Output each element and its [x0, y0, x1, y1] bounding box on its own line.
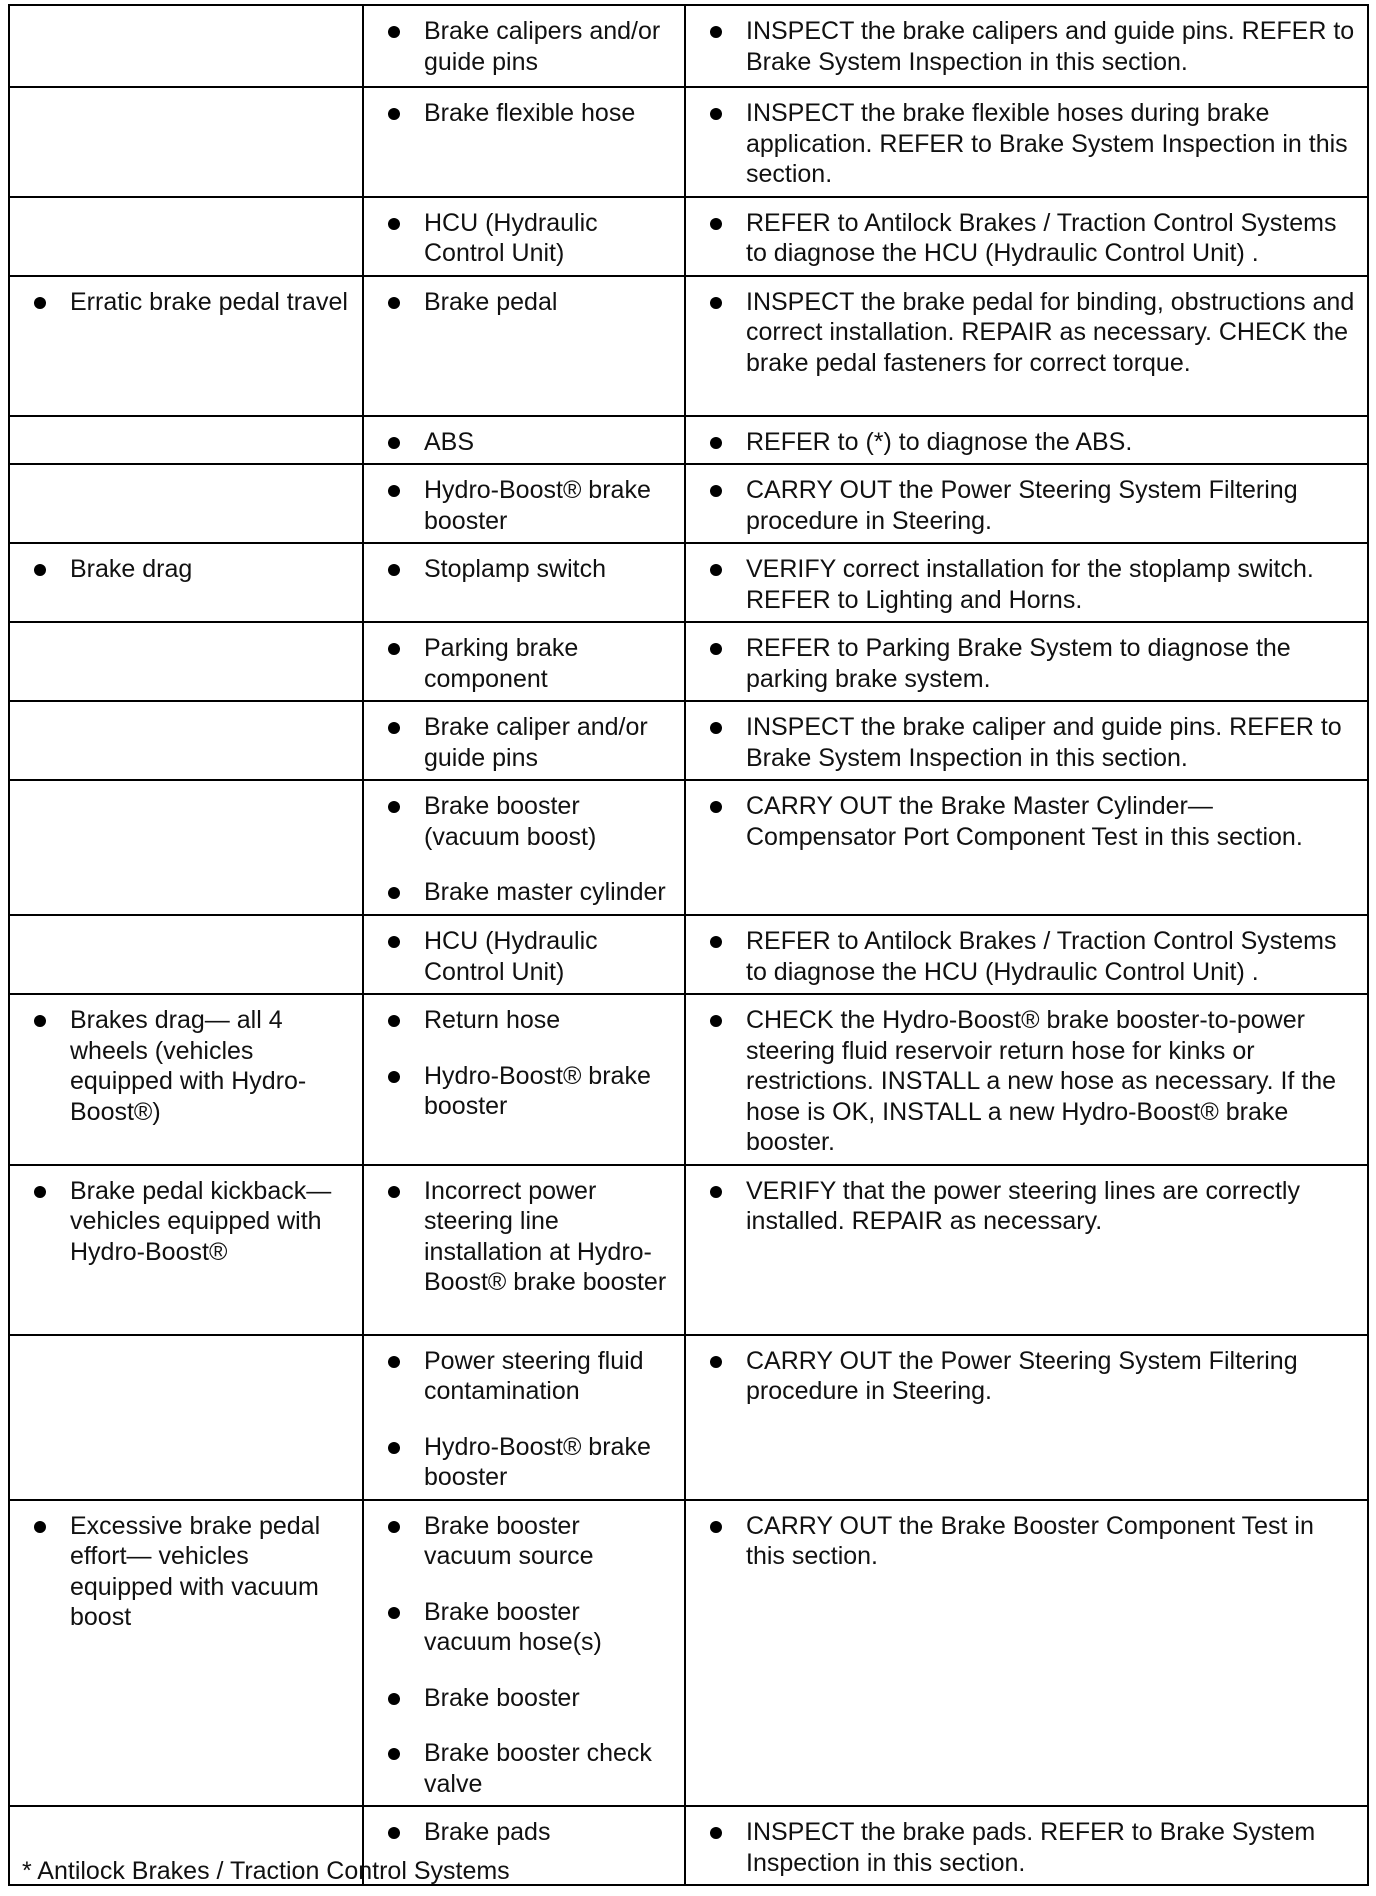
sources-list: [376, 1511, 674, 1800]
action-item: REFER to (*) to diagnose the ABS.: [698, 427, 1357, 458]
table-row: [9, 994, 1368, 1165]
table-row: [9, 276, 1368, 416]
action-cell: [685, 464, 1368, 543]
sources-list: [376, 98, 674, 129]
action-item: INSPECT the brake pedal for binding, obstructions and correct installation. REPAIR as necessary. CHECK the brake pedal fasteners for correct torque.: [698, 287, 1357, 379]
source-item: Brake booster (vacuum boost): [376, 791, 674, 852]
condition-item: Excessive brake pedal effort— vehicles equipped with vacuum boost: [22, 1511, 352, 1633]
action-cell: [685, 994, 1368, 1165]
actions-list: [698, 475, 1357, 536]
action-item: INSPECT the brake calipers and guide pins. REFER to Brake System Inspection in this section.: [698, 16, 1357, 77]
condition-cell: [9, 197, 363, 276]
source-item: Incorrect power steering line installation at Hydro-Boost® brake booster: [376, 1176, 674, 1298]
action-cell: [685, 1806, 1368, 1885]
actions-list: [698, 1176, 1357, 1237]
condition-cell: [9, 464, 363, 543]
actions-list: [698, 554, 1357, 615]
actions-list: [698, 1511, 1357, 1572]
source-item: Brake pedal: [376, 287, 674, 318]
condition-item: Brakes drag— all 4 wheels (vehicles equipped with Hydro-Boost®): [22, 1005, 352, 1127]
action-cell: [685, 1500, 1368, 1807]
source-item: Parking brake component: [376, 633, 674, 694]
sources-list: [376, 287, 674, 318]
action-item: VERIFY correct installation for the stoplamp switch. REFER to Lighting and Horns.: [698, 554, 1357, 615]
source-item: Hydro-Boost® brake booster: [376, 1432, 674, 1493]
condition-list: [22, 1511, 352, 1633]
source-cell: [363, 1500, 685, 1807]
source-item: HCU (Hydraulic Control Unit): [376, 926, 674, 987]
action-item: CARRY OUT the Brake Booster Component Test in this section.: [698, 1511, 1357, 1572]
action-cell: [685, 276, 1368, 416]
sources-list: [376, 791, 674, 908]
source-item: Brake booster vacuum hose(s): [376, 1597, 674, 1658]
sources-list: [376, 475, 674, 536]
action-cell: [685, 915, 1368, 994]
source-cell: [363, 416, 685, 465]
actions-list: [698, 98, 1357, 190]
footnote: * Antilock Brakes / Traction Control Systems: [22, 1857, 510, 1885]
actions-list: [698, 287, 1357, 379]
sources-list: [376, 208, 674, 269]
source-cell: [363, 5, 685, 87]
source-cell: [363, 197, 685, 276]
actions-list: [698, 1346, 1357, 1407]
action-cell: [685, 780, 1368, 915]
condition-cell: [9, 543, 363, 622]
source-item: Power steering fluid contamination: [376, 1346, 674, 1407]
action-item: INSPECT the brake flexible hoses during brake application. REFER to Brake System Inspection in this section.: [698, 98, 1357, 190]
table-row: [9, 5, 1368, 87]
action-item: CHECK the Hydro-Boost® brake booster-to-power steering fluid reservoir return hose for kinks or restrictions. INSTALL a new hose as necessary. If the hose is OK, INSTALL a new Hydro-Boost® brake booster.: [698, 1005, 1357, 1158]
condition-cell: [9, 994, 363, 1165]
sources-list: [376, 926, 674, 987]
condition-item: Brake drag: [22, 554, 352, 585]
source-cell: [363, 701, 685, 780]
condition-list: [22, 287, 352, 318]
condition-item: Erratic brake pedal travel: [22, 287, 352, 318]
source-item: Brake booster: [376, 1683, 674, 1714]
actions-list: [698, 1005, 1357, 1158]
source-cell: [363, 1335, 685, 1500]
actions-list: [698, 427, 1357, 458]
source-item: ABS: [376, 427, 674, 458]
table-row: [9, 622, 1368, 701]
source-cell: [363, 276, 685, 416]
source-item: HCU (Hydraulic Control Unit): [376, 208, 674, 269]
actions-list: [698, 791, 1357, 852]
action-cell: [685, 197, 1368, 276]
action-cell: [685, 543, 1368, 622]
source-item: Return hose: [376, 1005, 674, 1036]
diagnosis-table: [8, 4, 1369, 1886]
condition-cell: [9, 416, 363, 465]
sources-list: [376, 554, 674, 585]
table-row: [9, 197, 1368, 276]
source-cell: [363, 87, 685, 197]
action-item: CARRY OUT the Power Steering System Filtering procedure in Steering.: [698, 475, 1357, 536]
condition-cell: [9, 276, 363, 416]
source-item: Brake pads: [376, 1817, 674, 1848]
condition-cell: [9, 915, 363, 994]
condition-cell: [9, 5, 363, 87]
action-cell: [685, 5, 1368, 87]
source-item: Brake booster vacuum source: [376, 1511, 674, 1572]
action-cell: [685, 416, 1368, 465]
condition-list: [22, 1176, 352, 1268]
condition-cell: [9, 87, 363, 197]
source-cell: [363, 780, 685, 915]
source-item: Brake caliper and/or guide pins: [376, 712, 674, 773]
condition-cell: [9, 780, 363, 915]
source-item: Hydro-Boost® brake booster: [376, 475, 674, 536]
condition-list: [22, 554, 352, 585]
action-cell: [685, 1335, 1368, 1500]
action-item: INSPECT the brake pads. REFER to Brake System Inspection in this section.: [698, 1817, 1357, 1878]
action-cell: [685, 1165, 1368, 1335]
sources-list: [376, 427, 674, 458]
action-cell: [685, 622, 1368, 701]
table-row: [9, 87, 1368, 197]
sources-list: [376, 1005, 674, 1122]
sources-list: [376, 1346, 674, 1493]
source-cell: [363, 994, 685, 1165]
sources-list: [376, 1176, 674, 1298]
action-item: REFER to Antilock Brakes / Traction Control Systems to diagnose the HCU (Hydraulic Control Unit) .: [698, 926, 1357, 987]
actions-list: [698, 1817, 1357, 1878]
condition-item: Brake pedal kickback—vehicles equipped with Hydro-Boost®: [22, 1176, 352, 1268]
condition-list: [22, 1005, 352, 1127]
source-cell: [363, 622, 685, 701]
action-item: CARRY OUT the Brake Master Cylinder—Compensator Port Component Test in this section.: [698, 791, 1357, 852]
table-row: [9, 1335, 1368, 1500]
action-item: REFER to Antilock Brakes / Traction Control Systems to diagnose the HCU (Hydraulic Control Unit) .: [698, 208, 1357, 269]
actions-list: [698, 208, 1357, 269]
action-item: CARRY OUT the Power Steering System Filtering procedure in Steering.: [698, 1346, 1357, 1407]
table-body: [9, 5, 1368, 1885]
source-item: Brake calipers and/or guide pins: [376, 16, 674, 77]
condition-cell: [9, 1500, 363, 1807]
source-cell: [363, 1165, 685, 1335]
condition-cell: [9, 1165, 363, 1335]
source-item: Brake booster check valve: [376, 1738, 674, 1799]
table-row: [9, 915, 1368, 994]
table-row: [9, 416, 1368, 465]
condition-cell: [9, 1335, 363, 1500]
table-row: [9, 464, 1368, 543]
condition-cell: [9, 622, 363, 701]
actions-list: [698, 633, 1357, 694]
sources-list: [376, 1817, 674, 1848]
source-cell: [363, 543, 685, 622]
table-row: [9, 543, 1368, 622]
action-item: VERIFY that the power steering lines are correctly installed. REPAIR as necessary.: [698, 1176, 1357, 1237]
sources-list: [376, 16, 674, 77]
source-item: Brake master cylinder: [376, 877, 674, 908]
actions-list: [698, 16, 1357, 77]
actions-list: [698, 712, 1357, 773]
actions-list: [698, 926, 1357, 987]
sources-list: [376, 712, 674, 773]
condition-cell: [9, 701, 363, 780]
action-item: INSPECT the brake caliper and guide pins. REFER to Brake System Inspection in this section.: [698, 712, 1357, 773]
source-item: Brake flexible hose: [376, 98, 674, 129]
action-item: REFER to Parking Brake System to diagnose the parking brake system.: [698, 633, 1357, 694]
table-row: [9, 701, 1368, 780]
source-cell: [363, 464, 685, 543]
source-item: Hydro-Boost® brake booster: [376, 1061, 674, 1122]
source-item: Stoplamp switch: [376, 554, 674, 585]
table-row: [9, 1500, 1368, 1807]
sources-list: [376, 633, 674, 694]
table-row: [9, 780, 1368, 915]
source-cell: [363, 915, 685, 994]
table-row: [9, 1165, 1368, 1335]
action-cell: [685, 87, 1368, 197]
action-cell: [685, 701, 1368, 780]
